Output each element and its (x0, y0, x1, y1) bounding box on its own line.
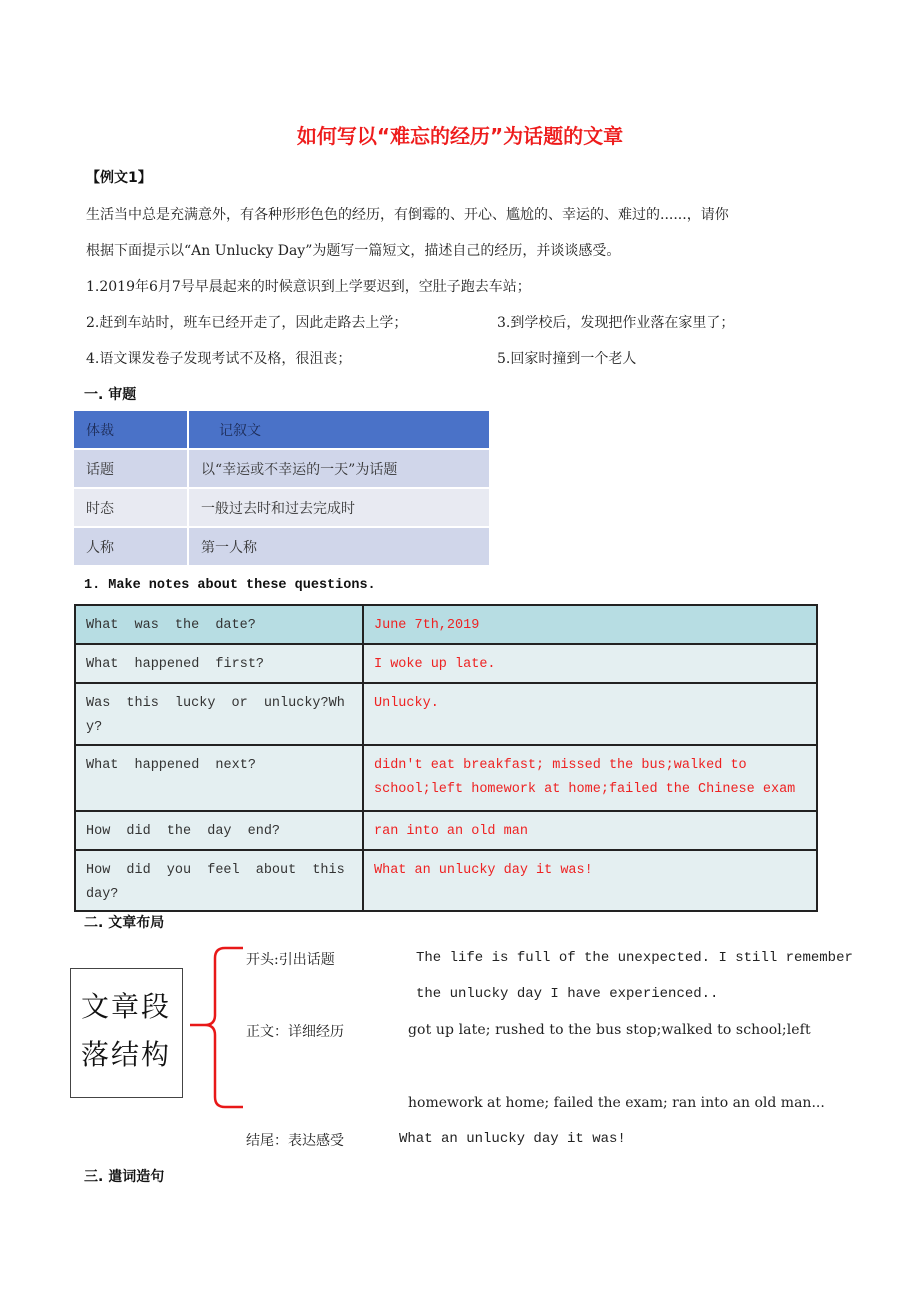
notes-answer: Unlucky. (374, 696, 439, 711)
notes-table (74, 604, 818, 912)
example-label: 【例文1】 (86, 170, 152, 186)
ending-label: 结尾：表达感受 (246, 1133, 344, 1149)
analysis-row-topic (74, 450, 489, 487)
analysis-label: 体裁 (74, 411, 187, 448)
page-title: 如何写以“难忘的经历”为话题的文章 (296, 124, 624, 148)
opening-text-1: The life is full of the unexpected. I still remember (416, 950, 853, 966)
body-text-1: got up late; rushed to the bus stop;walked to school;left (408, 1022, 811, 1038)
analysis-value: 以“幸运或不幸运的一天”为话题 (189, 450, 489, 487)
analysis-value: 第一人称 (189, 528, 489, 565)
body-label: 正文：详细经历 (246, 1024, 344, 1040)
prompt-2: 2.赶到车站时，班车已经开走了，因此走路去上学； (86, 315, 408, 331)
notes-answer: What an unlucky day it was! (374, 863, 593, 878)
notes-heading: 1. Make notes about these questions. (84, 578, 376, 593)
notes-question: Was this lucky or unlucky?Why? (76, 684, 364, 744)
notes-row (76, 746, 816, 812)
notes-answer: June 7th,2019 (374, 618, 480, 633)
analysis-value: 记叙文 (189, 411, 489, 448)
prompt-4: 4.语文课发卷子发现考试不及格，很沮丧； (86, 351, 352, 367)
notes-question: What happened next? (76, 746, 364, 810)
section-3-heading: 三. 遣词造句 (84, 1169, 165, 1185)
notes-answer: didn't eat breakfast; missed the bus;walked to school;left homework at home;failed the Chinese exam (374, 758, 796, 797)
analysis-value: 一般过去时和过去完成时 (189, 489, 489, 526)
analysis-label: 话题 (74, 450, 187, 487)
prompt-3: 3.到学校后，发现把作业落在家里了； (497, 315, 735, 331)
analysis-table (74, 411, 489, 567)
structure-box (70, 968, 183, 1098)
structure-box-label: 文章段落结构 (81, 990, 172, 1071)
analysis-row-person (74, 528, 489, 565)
notes-question: How did the day end? (76, 812, 364, 849)
intro-line-2: 根据下面提示以“An Unlucky Day”为题写一篇短文，描述自己的经历，并谈谈感受。 (86, 243, 621, 259)
notes-row (76, 645, 816, 684)
section-2-heading: 二. 文章布局 (84, 915, 165, 931)
notes-question: What happened first? (76, 645, 364, 682)
section-1-heading: 一. 审题 (84, 387, 137, 403)
notes-row (76, 684, 816, 746)
notes-row (76, 812, 816, 851)
opening-text-2: the unlucky day I have experienced.. (416, 986, 719, 1002)
prompt-5: 5.回家时撞到一个老人 (497, 351, 637, 367)
analysis-label: 时态 (74, 489, 187, 526)
notes-row (76, 851, 816, 910)
brace-icon (185, 945, 245, 1110)
ending-text: What an unlucky day it was! (399, 1131, 626, 1147)
opening-label: 开头:引出话题 (246, 952, 335, 968)
notes-question: How did you feel about this day? (76, 851, 364, 910)
notes-answer: I woke up late. (374, 657, 496, 672)
notes-answer: ran into an old man (374, 824, 528, 839)
body-text-2: homework at home; failed the exam; ran into an old man... (408, 1095, 825, 1111)
notes-row (76, 606, 816, 645)
intro-line-1: 生活当中总是充满意外，有各种形形色色的经历，有倒霉的、开心、尴尬的、幸运的、难过的......，请你 (86, 207, 729, 223)
notes-question: What was the date? (76, 606, 364, 643)
analysis-row-genre (74, 411, 489, 448)
analysis-row-tense (74, 489, 489, 526)
analysis-label: 人称 (74, 528, 187, 565)
prompt-1: 1.2019年6月7号早晨起来的时候意识到上学要迟到，空肚子跑去车站； (86, 279, 531, 295)
